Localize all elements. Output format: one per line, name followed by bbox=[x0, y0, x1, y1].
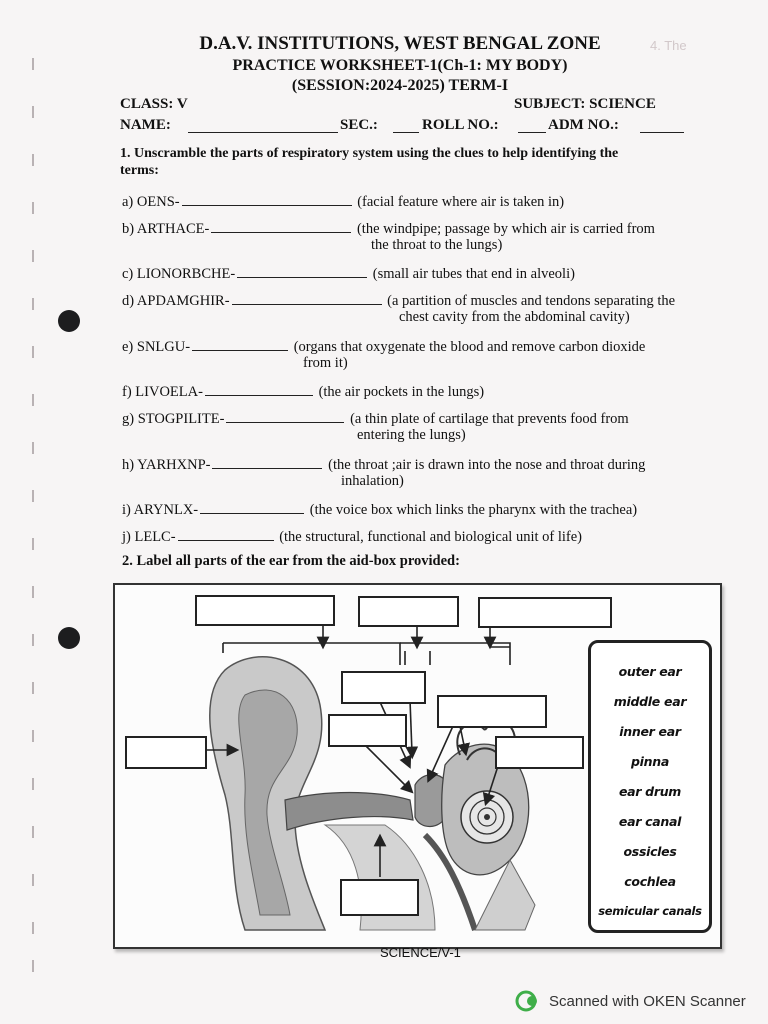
scrambled-term: b) ARTHACE- bbox=[122, 221, 210, 237]
answer-blank[interactable] bbox=[178, 526, 274, 541]
ear-diagram-panel bbox=[113, 583, 722, 949]
answer-blank[interactable] bbox=[182, 191, 352, 206]
q1-item bbox=[122, 263, 575, 283]
scrambled-term: h) YARHXNP- bbox=[122, 457, 211, 473]
aid-box-item: ear canal bbox=[618, 814, 682, 829]
clue-text: (a partition of muscles and tendons separating the bbox=[387, 293, 676, 309]
aid-box-item: pinna bbox=[631, 754, 669, 769]
q1-instruction-cont: terms: bbox=[120, 163, 159, 178]
scanner-text: Scanned with OKEN Scanner bbox=[549, 992, 746, 1010]
name-label: NAME: bbox=[120, 117, 171, 133]
scrambled-term: g) STOGPILITE- bbox=[122, 411, 225, 427]
q1-item bbox=[122, 381, 484, 401]
clue-text: (facial feature where air is taken in) bbox=[357, 194, 565, 210]
scrambled-term: a) OENS- bbox=[122, 194, 180, 210]
aid-box bbox=[588, 640, 712, 933]
section-label: SEC.: bbox=[340, 117, 378, 133]
oken-logo-icon bbox=[515, 990, 541, 1012]
clue-text-cont: inhalation) bbox=[341, 473, 404, 489]
clue-text-cont: from it) bbox=[303, 355, 348, 371]
q2-instruction: 2. Label all parts of the ear from the aid-box provided: bbox=[122, 553, 460, 569]
bleed-through-text: 4. The bbox=[650, 38, 687, 53]
label-box-bottom[interactable] bbox=[340, 879, 419, 916]
label-box-top-right[interactable] bbox=[478, 597, 612, 628]
adm-no-label: ADM NO.: bbox=[548, 117, 619, 133]
label-box-center-left[interactable] bbox=[328, 714, 407, 747]
label-box-upper-center[interactable] bbox=[341, 671, 426, 704]
subject-label: SUBJECT: SCIENCE bbox=[514, 96, 656, 112]
aid-box-item: inner ear bbox=[619, 724, 681, 739]
session-title: (SESSION:2024-2025) TERM-I bbox=[291, 77, 509, 94]
clue-text-cont: chest cavity from the abdominal cavity) bbox=[399, 309, 630, 325]
clue-text: (small air tubes that end in alveoli) bbox=[372, 266, 575, 282]
answer-blank[interactable] bbox=[237, 263, 367, 278]
clue-text: (the voice box which links the pharynx with the trachea) bbox=[309, 502, 638, 518]
answer-blank[interactable] bbox=[192, 336, 288, 351]
clue-text: (the throat ;air is drawn into the nose and throat during bbox=[328, 457, 646, 473]
label-box-center-right[interactable] bbox=[437, 695, 547, 728]
q1-instruction: 1. Unscramble the parts of respiratory system using the clues to help identifying the bbox=[120, 146, 619, 161]
scrambled-term: d) APDAMGHIR- bbox=[122, 293, 230, 309]
clue-text: (the air pockets in the lungs) bbox=[318, 384, 485, 400]
adm-no-field[interactable] bbox=[640, 118, 684, 133]
clue-text-cont: entering the lungs) bbox=[357, 427, 466, 443]
label-box-top-left[interactable] bbox=[195, 595, 335, 626]
scanner-watermark bbox=[515, 990, 746, 1012]
answer-blank[interactable] bbox=[211, 218, 351, 233]
scrambled-term: i) ARYNLX- bbox=[122, 502, 199, 518]
worksheet-title: PRACTICE WORKSHEET-1(Ch-1: MY BODY) bbox=[232, 57, 568, 74]
q1-item bbox=[122, 408, 629, 428]
aid-box-item: ear drum bbox=[618, 784, 682, 799]
clue-text: (a thin plate of cartilage that prevents food from bbox=[350, 411, 629, 427]
answer-blank[interactable] bbox=[226, 408, 344, 423]
answer-blank[interactable] bbox=[200, 499, 304, 514]
section-field[interactable] bbox=[393, 118, 419, 133]
clue-text: (organs that oxygenate the blood and remove carbon dioxide bbox=[293, 339, 646, 355]
punch-hole-top bbox=[58, 310, 80, 332]
scrambled-term: f) LIVOELA- bbox=[122, 384, 203, 400]
aid-box-item: semicular canals bbox=[598, 904, 702, 918]
label-box-top-middle[interactable] bbox=[358, 596, 459, 627]
page-code: SCIENCE/V-1 bbox=[380, 945, 461, 960]
q1-item bbox=[122, 336, 645, 356]
name-field[interactable] bbox=[188, 118, 338, 133]
class-label: CLASS: V bbox=[120, 96, 188, 112]
aid-box-item: ossicles bbox=[623, 844, 677, 859]
clue-text: (the structural, functional and biological unit of life) bbox=[279, 529, 582, 545]
q1-item bbox=[122, 526, 582, 546]
aid-box-item: cochlea bbox=[624, 874, 676, 889]
q1-item bbox=[122, 218, 655, 238]
answer-blank[interactable] bbox=[212, 454, 322, 469]
aid-box-item: middle ear bbox=[613, 694, 687, 709]
label-box-right[interactable] bbox=[495, 736, 584, 769]
institution-title: D.A.V. INSTITUTIONS, WEST BENGAL ZONE bbox=[199, 33, 601, 54]
q1-item bbox=[122, 191, 564, 211]
scrambled-term: c) LIONORBCHE- bbox=[122, 266, 236, 282]
roll-no-field[interactable] bbox=[518, 118, 546, 133]
punch-hole-bottom bbox=[58, 627, 80, 649]
q1-item bbox=[122, 499, 637, 519]
clue-text-cont: the throat to the lungs) bbox=[371, 237, 503, 253]
answer-blank[interactable] bbox=[232, 290, 382, 305]
aid-box-item: outer ear bbox=[618, 664, 682, 679]
roll-no-label: ROLL NO.: bbox=[422, 117, 499, 133]
clue-text: (the windpipe; passage by which air is carried from bbox=[356, 221, 655, 237]
binder-margin bbox=[28, 40, 42, 970]
q1-item bbox=[122, 454, 645, 474]
scrambled-term: j) LELC- bbox=[122, 529, 176, 545]
answer-blank[interactable] bbox=[205, 381, 313, 396]
q1-item bbox=[122, 290, 675, 310]
label-box-left[interactable] bbox=[125, 736, 207, 769]
scrambled-term: e) SNLGU- bbox=[122, 339, 191, 355]
